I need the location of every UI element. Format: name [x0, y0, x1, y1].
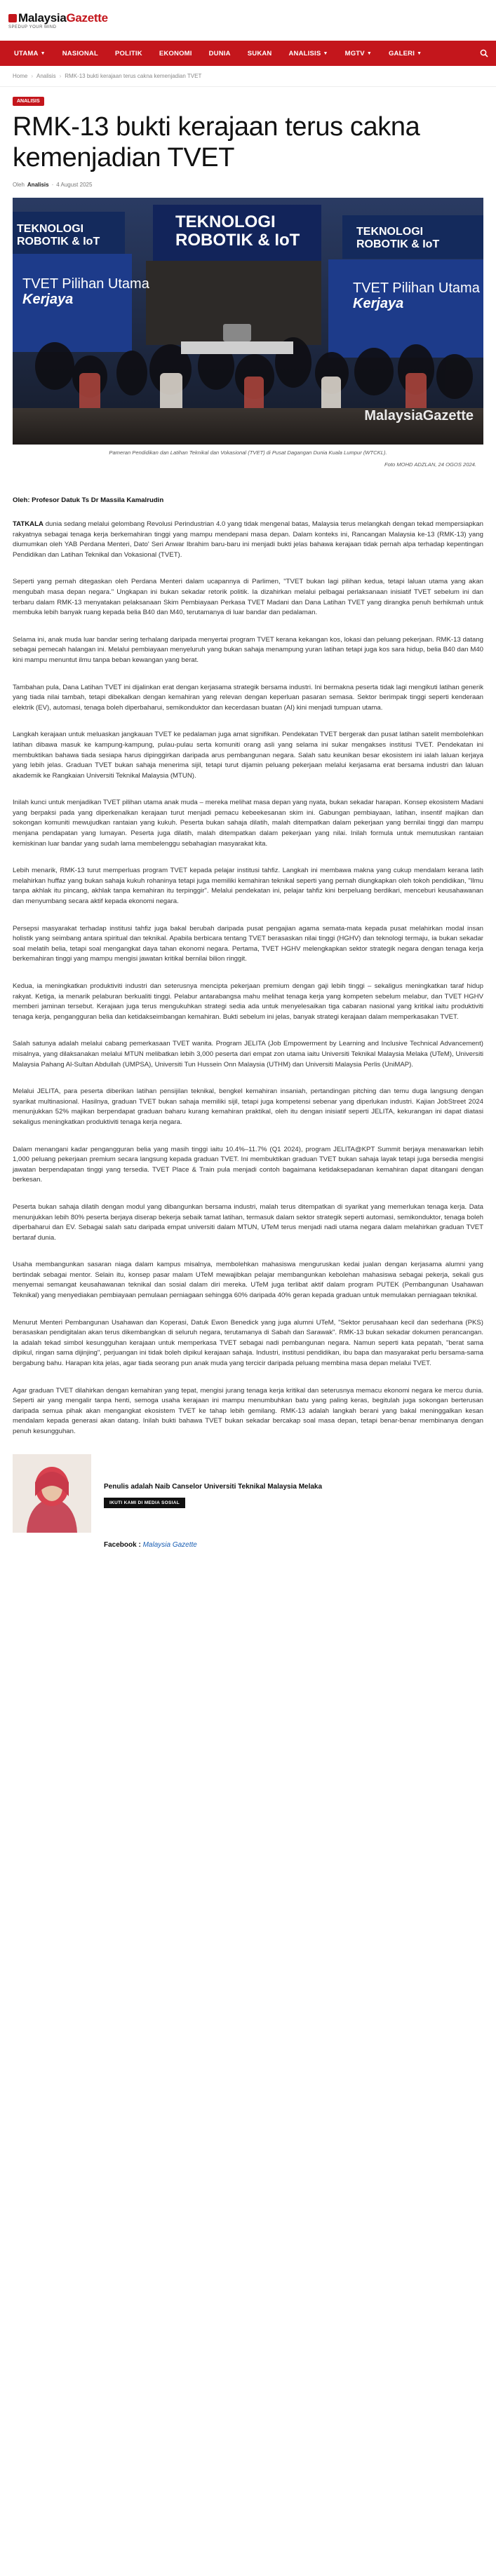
photo-caption — [13, 449, 483, 456]
nav-item-analisis[interactable] — [281, 50, 337, 57]
nav-label: POLITIK — [114, 49, 142, 57]
facebook-link[interactable]: Malaysia Gazette — [142, 1540, 197, 1549]
nav-label: DUNIA — [208, 49, 231, 57]
logo-tagline: SPEDUP YOUR MIND — [8, 25, 57, 29]
stand-sign-left-em: Kerjaya — [22, 292, 74, 307]
nav-item-dunia[interactable] — [201, 50, 239, 57]
chevron-down-icon: ▼ — [40, 50, 46, 56]
photo-watermark: MalaysiaGazette — [364, 408, 474, 423]
main-nav — [0, 41, 496, 66]
article-paragraph: Lebih menarik, RMK-13 turut memperluas program TVET kepada pelajar institusi tahfiz. Langkah ini membawa makna yang cukup mendalam kerana latih melahirkan huffaz yang bukan sahaja kukuh rohaninya tetapi juga memiliki kemahiran teknikal seperti yang pernah diungkapkan oleh tokoh pendidikan, "Ilmu tanpa akhlak itu pincang, akhlak tanpa kemahiran itu terpinggir". Melalui pendekatan ini, pelajar tahfiz kini berpeluang berdikari, menceburi keusahawanan dan menyumbang secara aktif kepada ekonomi negara. — [13, 867, 483, 906]
nav-item-politik[interactable] — [107, 50, 151, 57]
banner-left: TEKNOLOGI ROBOTIK & IoT — [17, 223, 100, 248]
chevron-down-icon: ▼ — [366, 50, 372, 56]
article-title: RMK-13 bukti kerajaan terus cakna kemenjadian TVET — [13, 112, 420, 172]
article-meta — [13, 182, 483, 188]
breadcrumb — [0, 66, 496, 87]
article-paragraph: Selama ini, anak muda luar bandar sering terhalang daripada menyertai program TVET kerana kekangan kos, lokasi dan peluang pekerjaan. RMK-13 datang sebagai pemecah halangan ini. Melalui pembiayaan menyeluruh yang bukan sahaja menampung yuran latihan tetapi juga kos sara hidup, belia B40 dan M40 kini mampu menuntut ilmu tanpa beban kewangan yang berat. — [13, 635, 483, 664]
stand-sign-left — [22, 276, 149, 307]
photo-credit: Foto MOHD ADZLAN, 24 OGOS 2024. — [384, 461, 476, 468]
author-bio: Penulis adalah Naib Canselor Universiti Teknikal Malaysia Melaka — [104, 1482, 323, 1491]
breadcrumb-separator-icon: › — [59, 73, 62, 79]
chevron-down-icon: ▼ — [417, 50, 422, 56]
follow-social-button[interactable]: IKUTI KAMI DI MEDIA SOSIAL — [104, 1498, 185, 1508]
article-paragraph — [13, 520, 483, 560]
article-paragraph: Agar graduan TVET dilahirkan dengan kemahiran yang tepat, mengisi jurang tenaga kerja kritikal dan seterusnya memacu ekonomi negara ke mercu dunia. Seperti air yang mengalir tanpa henti, semoga usaha kerajaan ini mampu menumbuhkan batu yang paling keras, begitulah juga sokongan berterusan daripada semua pihak akan mengangkat ekosistem TVET ke tahap lebih gemilang. RMK-13 adalah langkah berani yang bakal meninggalkan kesan mendalam kepada generasi akan datang. Inilah bukti bahawa TVET bukan sekadar bercakap soal masa depan, tetapi benar-benar membinanya dengan penuh kesungguhan. — [13, 1386, 483, 1435]
meta-prefix: Oleh — [13, 182, 25, 188]
article-paragraph: Seperti yang pernah ditegaskan oleh Perdana Menteri dalam ucapannya di Parlimen, "TVET bukan lagi pilihan kedua, tetapi laluan utama yang akan mengubah masa depan negara." Ungkapan ini bukan sekadar retorik politik. Ia dizahirkan melalui pelbagai perlaksanaan inisiatif TVET sebelum ini dan terbaru dalam RMK-13 menyatakan pelaksanaan Skim Pembiayaan Perkasa TVET Madani dan Dana Latihan TVET yang dirangka penuh berhikmah untuk membuka lebih banyak ruang kepada belia B40 dan M40, terutamanya di luar bandar dan pedalaman. — [13, 578, 483, 617]
nav-label: SUKAN — [247, 49, 272, 57]
category-badge[interactable]: ANALISIS — [13, 97, 44, 106]
meta-separator: · — [51, 182, 54, 188]
breadcrumb-separator-icon: › — [31, 73, 34, 79]
author-details — [104, 1454, 322, 1508]
article-paragraph: Usaha membangunkan sasaran niaga dalam kampus misalnya, membolehkan mahasiswa menguruskan kedai jualan dengan kerjasama alumni yang bertindak sebagai mentor. Selain itu, konsep pasar malam UTeM mewajibkan pelajar membangunkan kebolehan mahasiswa sebagai pekerja, sekali gus menyemai semangat keusahawanan teknikal dan sosial dalam diri mereka. UTeM juga terlibat aktif dalam program PUTEK (Pembangunan Usahawan Teknikal) yang menyediakan pembiayaan pemulaan perniagaan sehingga 60% daripada 40% geran kepada graduan untuk memulakan perniagaan teknikal. — [13, 1261, 483, 1300]
breadcrumb-home[interactable]: Home — [13, 73, 28, 79]
meta-date: 4 August 2025 — [56, 182, 93, 188]
nav-label: GALERI — [388, 49, 415, 57]
facebook-label: Facebook : — [104, 1540, 141, 1549]
article-paragraph: Salah satunya adalah melalui cabang pemerkasaan TVET wanita. Program JELITA (Job Empowerment by Learning and Inclusive Technical Advancement) misalnya, yang dilaksanakan melalui MTUN melibatkan lebih 3,000 peserta dari empat zon utama iaitu Universiti Teknikal Malaysia Melaka (UTeM), Universiti Malaysia Pahang Al-Sultan Abdullah (UMPSA), Universiti Tun Hussein Onn Malaysia (UTHM) dan Universiti Malaysia Perlis (UniMAP). — [13, 1040, 483, 1069]
meta-author[interactable]: Analisis — [27, 182, 49, 188]
nav-item-utama[interactable] — [6, 50, 54, 57]
paragraph-text: dunia sedang melalui gelombang Revolusi Perindustrian 4.0 yang tidak mengenal batas, Malaysia terus melangkah dengan tekad mempersiapkan rakyatnya sebagai tenaga kerja berkemahiran tinggi yang mampu mendepani masa depan. Dalam konteks ini, Rancangan Malaysia ke-13 (RMK-13) yang diumumkan oleh YAB Perdana Menteri, Dato' Seri Anwar Ibrahim baru-baru ini menjadi bukti jelas bahawa kerajaan tidak pernah alpa terhadap kepentingan Pendidikan dan Latihan Teknikal dan Vokasional (TVET). — [13, 520, 483, 559]
nav-item-mgtv[interactable] — [337, 50, 380, 57]
nav-item-nasional[interactable] — [54, 50, 107, 57]
nav-label: EKONOMI — [159, 49, 192, 57]
author-photo — [13, 1454, 91, 1533]
caption-text: Pameran Pendidikan dan Latihan Teknikal dan Vokasional (TVET) di Pusat Dagangan Dunia Kuala Lumpur (WTCKL). — [109, 449, 387, 456]
chevron-down-icon: ▼ — [323, 50, 328, 56]
article-body — [13, 520, 483, 1437]
nav-label: ANALISIS — [288, 49, 321, 57]
banner-center: TEKNOLOGI ROBOTIK & IoT — [175, 212, 300, 250]
hero-photo — [13, 198, 483, 445]
article-paragraph: Persepsi masyarakat terhadap institusi tahfiz juga bakal berubah daripada pusat pengajian agama semata-mata kepada pusat melahirkan modal insan holistik yang seimbang antara spiritual dan teknikal. Apabila berbicara tentang TVET berasaskan nilai tinggi (HGHV) dan teknologi termaju, ia bukan sekadar soal melatih belia, tetapi soal mengangkat daya tahan ekonomi negara. Pertama, TVET HGHV melengkapkan sektor strategik negara dengan tenaga kerja berkemahiran tinggi yang mampu mengisi jawatan kritikal bernilai bilion ringgit. — [13, 924, 483, 963]
article-byline: Oleh: Profesor Datuk Ts Dr Massila Kamalrudin — [13, 496, 164, 504]
nav-item-galeri[interactable] — [380, 50, 430, 57]
logo-text-part2: Gazette — [66, 11, 108, 25]
facebook-line — [104, 1541, 483, 1549]
article-paragraph: Dalam menangani kadar pengangguran belia yang masih tinggi iaitu 10.4%–11.7% (Q1 2024), program JELITA@KPT Summit berjaya menawarkan lebih 1,000 peluang pekerjaan premium secara langsung kepada graduan TVET. Ini membuktikan graduan TVET bukan sahaja layak tetapi juga bersedia mengisi jawatan berpendapatan tinggi yang tersedia. TVET Place & Train pula menjadi contoh bagaimana ketidaksepadanan kemahiran dapat ditangani dengan berkesan. — [13, 1145, 483, 1184]
site-logo[interactable] — [8, 12, 108, 29]
paragraph-lead: TATKALA — [13, 520, 43, 528]
stand-sign-right-em: Kerjaya — [353, 296, 404, 311]
article-paragraph: Melalui JELITA, para peserta diberikan latihan pensijilan teknikal, bengkel kemahiran insaniah, pertandingan pitching dan temu duga langsung dengan syarikat multinasional. Hasilnya, graduan TVET bukan sahaja memiliki sijil, tetapi juga kompetensi sebenar yang diperlukan industri. Kajian JobStreet 2024 menunjukkan 52% majikan berpendapat graduan baharu kurang kemahiran praktikal, oleh itu dengan inisiatif seperti JELITA, kekurangan ini dapat diatasi sekaligus meningkatkan produktiviti tenaga kerja negara. — [13, 1087, 483, 1126]
stand-sign-left-text: TVET Pilihan Utama — [22, 276, 149, 292]
nav-item-sukan[interactable] — [239, 50, 281, 57]
nav-label: NASIONAL — [62, 49, 98, 57]
article-paragraph: Tambahan pula, Dana Latihan TVET ini dijalinkan erat dengan kerjasama strategik bersama industri. Ini bermakna peserta tidak lagi mengikuti latihan generik yang tiada nilai tambah, tetapi dibekalkan dengan kemahiran yang relevan dengan keperluan pasaran semasa. Sektor berimpak tinggi seperti kenderaan elektrik (EV), automasi, tenaga boleh diperbaharui, semikonduktor dan kecerdasan buatan (AI) kini menjadi tumpuan utama. — [13, 683, 483, 712]
banner-right: TEKNOLOGI ROBOTIK & IoT — [356, 226, 440, 250]
article — [0, 87, 496, 1549]
breadcrumb-category[interactable]: Analisis — [36, 73, 56, 79]
nav-label: MGTV — [344, 49, 365, 57]
article-paragraph: Menurut Menteri Pembangunan Usahawan dan Koperasi, Datuk Ewon Benedick yang juga alumni UTeM, "Sektor perusahaan kecil dan sederhana (PKS) berasaskan pendigitalan akan terus dikembangkan di seluruh negara, terutamanya di Sabah dan Sarawak". RMK-13 bukan sekadar dokumen perancangan. Ia adalah tekad simbol kesungguhan kerajaan untuk memperkasa TVET sebagai nadi pembangunan negara. Namun seperti kata pepatah, "berat sama dipikul, ringan sama dijinjing", perjuangan ini tidak boleh dipikul kerajaan sahaja. Industri, institusi pendidikan, ibu bapa dan masyarakat perlu bersama-sama bergabung bahu. Harapan kita jelas, agar tiada seorang pun anak muda yang tercicir daripada peluang membina masa depan melalui TVET. — [13, 1318, 483, 1368]
article-paragraph: Kedua, ia meningkatkan produktiviti industri dan seterusnya mencipta pekerjaan premium dengan gaji lebih tinggi – sekaligus meningkatkan taraf hidup rakyat. Ketiga, ia menarik pelaburan berkualiti tinggi. Pelabur antarabangsa mahu melihat tenaga kerja yang kompeten sebelum melabur, dan TVET HGHV memberi jaminan tersebut. Kerajaan juga terus mengukuhkan strategi sedia ada untuk menyelesaikan tiga cabaran nasional yang kritikal iaitu produktiviti tenaga kerja, pengangguran belia dan ketidakseimbangan kemahiran. Bukti sebelum ini jelas, banyak strategi kerajaan dalam memperkasakan TVET. — [13, 982, 483, 1021]
stand-sign-right-text: TVET Pilihan Utama — [353, 280, 480, 296]
article-paragraph: Inilah kunci untuk menjadikan TVET pilihan utama anak muda – mereka melihat masa depan yang nyata, bukan sekadar harapan. Konsep ekosistem Madani yang berpaksi pada yang diperkenalkan kerajaan turut menjadi pemacu kebeekesanan skim ini. Gabungan pembiayaan, latihan, insentif majikan dan sokongan komuniti mewujudkan rantaian yang kukuh. Peserta bukan sahaja dilatih, malah ditempatkan dalam pekerjaan yang bernilai tinggi dan mampu menjana pendapatan yang lumayan. Peserta juga dilatih, malah ditempatkan dalam pekerjaan yang nilai. Inilah formula untuk memutuskan rantaian kemiskinan luar bandar yang sudah lama membelenggu sebahagian masyarakat kita. — [13, 799, 483, 848]
breadcrumb-current: RMK-13 bukti kerajaan terus cakna kemenjadian TVET — [65, 73, 202, 79]
logo-mark-icon — [8, 14, 17, 22]
search-icon[interactable] — [478, 47, 490, 60]
article-paragraph: Peserta bukan sahaja dilatih dengan modul yang dibangunkan bersama industri, malah terus ditempatkan di syarikat yang memerlukan tenaga kerja. Data menunjukkan lebih 80% peserta berjaya diserap bekerja sebaik tamat latihan, termasuk dalam sektor strategik seperti automasi, semikonduktor, tenaga boleh diperbaharui dan EV. Sebagai salah satu daripada empat universiti dalam MTUN, UTeM terus menjadi nadi utama negara dalam melahirkan graduan TVET bertaraf dunia. — [13, 1202, 483, 1242]
author-box — [13, 1454, 483, 1533]
stand-sign-right — [353, 280, 480, 311]
logo-text-part1: Malaysia — [18, 11, 67, 25]
article-paragraph: Langkah kerajaan untuk meluaskan jangkauan TVET ke pedalaman juga amat signifikan. Pendekatan TVET bergerak dan pusat latihan satelit membolehkan latihan dibawa masuk ke kampung-kampung, pulau-pulau serta komuniti orang asli yang selama ini sukar mengakses institusi TVET. Pendekatan ini membuktikan bahawa tiada sesiapa harus dipinggirkan daripada arus pembangunan negara. Salah satu keunikan besar ekosistem ini ialah laluan kerjaya yang lebih jelas. Graduan TVET bukan sahaja menerima sijil, tetapi turut dijamin peluang pekerjaan melalui kerjasama erat bersama industri dan laluan akademik ke Rangkaian Universiti Teknikal Malaysia (MTUN). — [13, 731, 483, 780]
nav-item-ekonomi[interactable] — [151, 50, 201, 57]
nav-label: UTAMA — [14, 49, 39, 57]
site-header — [0, 0, 496, 41]
